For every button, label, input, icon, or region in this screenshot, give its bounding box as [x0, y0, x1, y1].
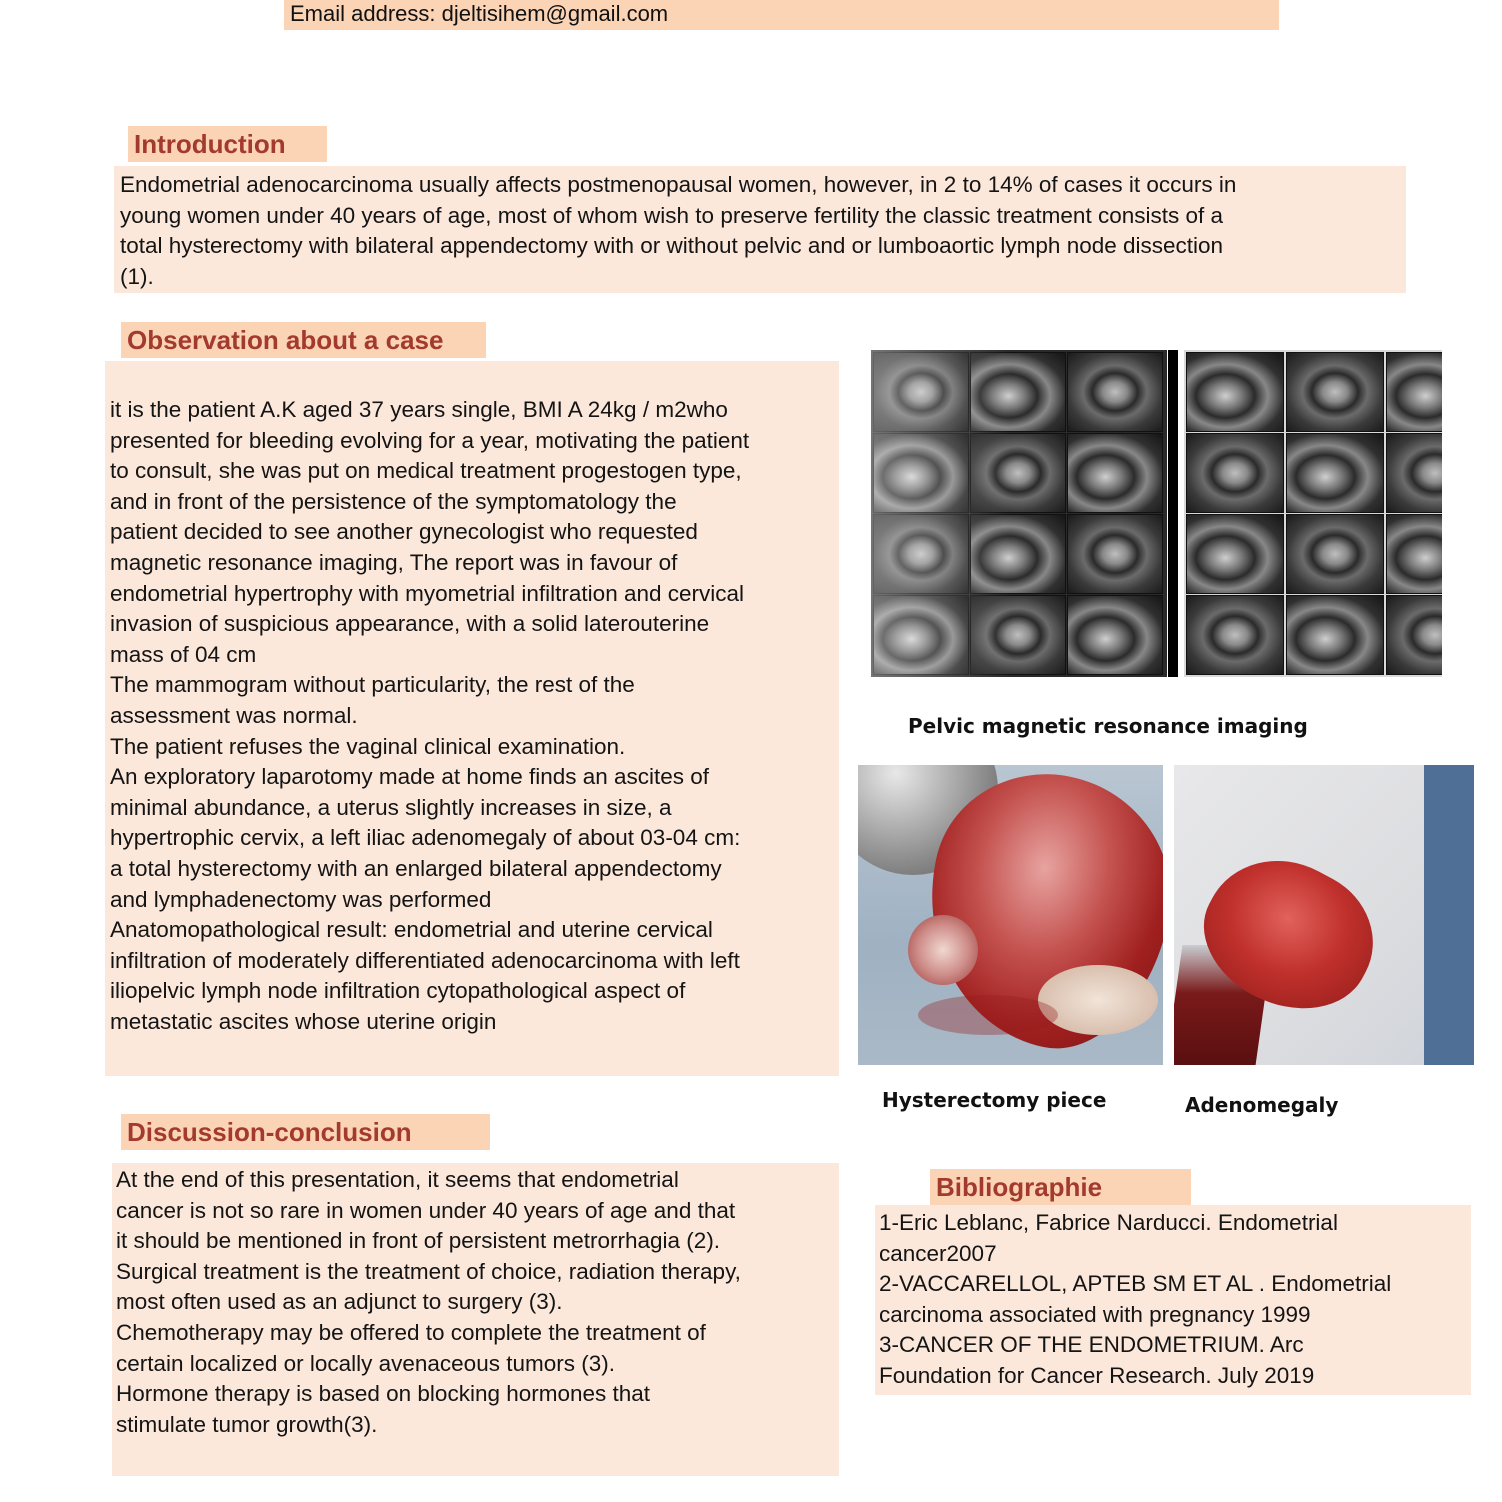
mri-divider [1168, 350, 1178, 677]
adenomegaly-caption: Adenomegaly [1185, 1093, 1339, 1117]
mri-image-left [871, 350, 1167, 677]
mri-caption: Pelvic magnetic resonance imaging [908, 714, 1308, 738]
observation-text: it is the patient A.K aged 37 years single, BMI A 24kg / m2who presented for bleeding evolving for a year, motivating the patient to consult, she was put on medical treatment progestogen type, and in front of the persistence of the symptomatology the patient decided to see another gynecologist who requested magnetic resonance imaging, The report was in favour of endometrial hypertrophy with myometrial infiltration and cervical invasion of suspicious appearance, with a solid laterouterine mass of 04 cm The mammogram without particularity, the rest of the assessment was normal. The patient refuses the vaginal clinical examination. An exploratory laparotomy made at home finds an ascites of minimal abundance, a uterus slightly increases in size, a hypertrophic cervix, a left iliac adenomegaly of about 03-04 cm: a total hysterectomy with an enlarged bilateral appendectomy and lymphadenectomy was performed Anatomopathological result: endometrial and uterine cervical infiltration of moderately differentiated adenocarcinoma with left iliopelvic lymph node infiltration cytopathological aspect of metastatic ascites whose uterine origin [105, 361, 839, 1076]
bibliography-heading: Bibliographie [930, 1169, 1191, 1205]
hysterectomy-photo [858, 765, 1163, 1065]
mri-image-right [1184, 350, 1442, 677]
hysterectomy-caption: Hysterectomy piece [882, 1088, 1107, 1112]
introduction-heading: Introduction [128, 126, 327, 162]
bibliography-text: 1-Eric Leblanc, Fabrice Narducci. Endometrial cancer2007 2-VACCARELLOL, APTEB SM ET AL . Endometrial carcinoma associated with pregnancy 1999 3-CANCER OF THE ENDOMETRIUM. Arc Foundation for Cancer Research. July 2019 [875, 1205, 1471, 1395]
email-address: Email address: djeltisihem@gmail.com [284, 0, 1279, 30]
discussion-heading: Discussion-conclusion [121, 1114, 490, 1150]
discussion-text: At the end of this presentation, it seems that endometrial cancer is not so rare in women under 40 years of age and that it should be mentioned in front of persistent metrorrhagia (2). Surgical treatment is the treatment of choice, radiation therapy, most often used as an adjunct to surgery (3). Chemotherapy may be offered to complete the treatment of certain localized or locally avenaceous tumors (3). Hormone therapy is based on blocking hormones that stimulate tumor growth(3). [112, 1163, 839, 1476]
adenomegaly-photo [1174, 765, 1474, 1065]
introduction-text: Endometrial adenocarcinoma usually affects postmenopausal women, however, in 2 to 14% of cases it occurs in young women under 40 years of age, most of whom wish to preserve fertility the classic treatment consists of a total hysterectomy with bilateral appendectomy with or without pelvic and or lumboaortic lymph node dissection (1). [114, 166, 1406, 293]
observation-heading: Observation about a case [121, 322, 486, 358]
